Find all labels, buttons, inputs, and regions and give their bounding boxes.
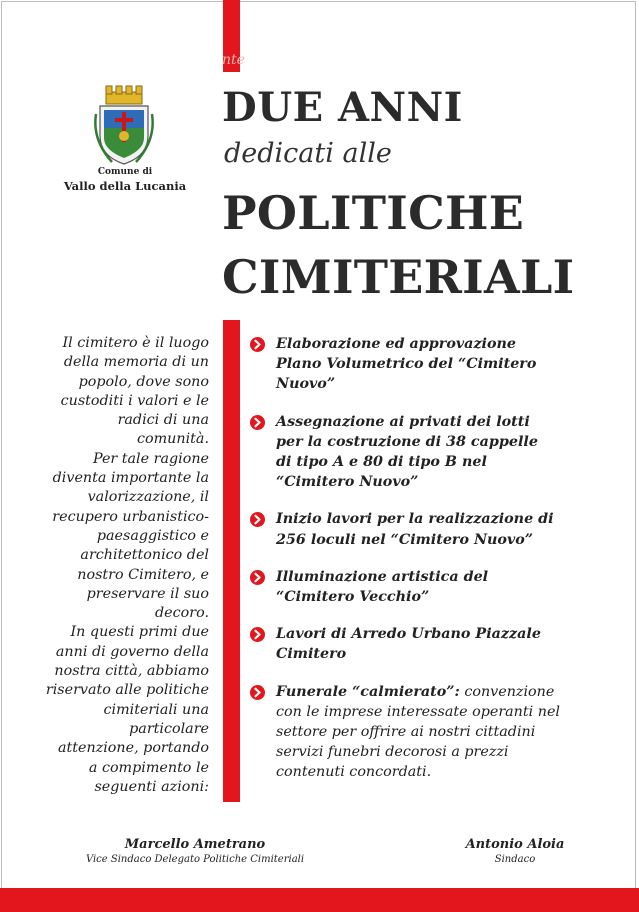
intro-line: seguenti azioni: bbox=[94, 778, 209, 795]
chevron-right-circle-icon bbox=[250, 337, 265, 352]
coat-of-arms-icon bbox=[92, 84, 156, 168]
intro-line: riservato alle politiche bbox=[45, 682, 209, 699]
action-line: Illuminazione artistica del bbox=[276, 568, 489, 585]
action-item bbox=[250, 682, 635, 783]
intro-line: diventa importante la bbox=[52, 470, 209, 487]
intro-paragraph bbox=[9, 334, 209, 797]
intro-line: Per tale ragione bbox=[92, 450, 209, 467]
action-bold-label: Funerale “calmierato”: bbox=[276, 683, 460, 700]
action-line: 256 loculi nel “Cimitero Nuovo” bbox=[276, 531, 534, 548]
action-line: “Cimitero Nuovo” bbox=[276, 474, 419, 491]
intro-line: della memoria di un bbox=[63, 354, 209, 371]
action-line: per la costruzione di 38 cappelle bbox=[276, 433, 538, 450]
red-bar-bottom bbox=[0, 888, 639, 912]
action-line: Assegnazione ai privati dei lotti bbox=[276, 413, 530, 430]
action-line: settore per offrire ai nostri cittadini bbox=[276, 724, 536, 741]
intro-line: anni di governo della bbox=[55, 643, 209, 660]
intro-line: custoditi i valori e le bbox=[60, 392, 209, 409]
action-line bbox=[276, 682, 635, 702]
city-name: Vallo della Lucania bbox=[63, 179, 187, 193]
action-item bbox=[250, 412, 635, 493]
signature-vice-mayor bbox=[30, 836, 360, 867]
intro-line: particolare bbox=[129, 720, 209, 737]
action-line: servizi funebri decorosi a prezzi bbox=[276, 744, 509, 761]
chevron-right-circle-icon bbox=[250, 415, 265, 430]
signature-role: Sindaco bbox=[494, 854, 536, 865]
action-line: Inizio lavori per la realizzazione di bbox=[276, 511, 554, 528]
intro-line: nostro Cimitero, e bbox=[77, 566, 209, 583]
intro-line: cimiteriali una bbox=[103, 701, 209, 718]
intro-line: recupero urbanistico- bbox=[52, 508, 209, 525]
action-line: Elaborazione ed approvazione bbox=[276, 336, 517, 352]
action-item bbox=[250, 624, 635, 664]
intro-line: architettonico del bbox=[80, 547, 209, 564]
actions-list bbox=[250, 334, 635, 800]
action-line: Nuovo” bbox=[276, 376, 336, 393]
action-item bbox=[250, 334, 635, 395]
title-line-4: CIMITERIALI bbox=[222, 250, 575, 304]
signature-role: Vice Sindaco Delegato Politiche Cimiteriali bbox=[85, 854, 305, 865]
ghost-text: nte bbox=[222, 52, 245, 68]
action-line: di tipo A e 80 di tipo B nel bbox=[276, 454, 487, 471]
chevron-right-circle-icon bbox=[250, 627, 265, 642]
intro-line: a compimento le bbox=[88, 759, 209, 776]
intro-line: decoro. bbox=[155, 605, 209, 622]
chevron-right-circle-icon bbox=[250, 685, 265, 700]
action-line: Plano Volumetrico del “Cimitero bbox=[276, 356, 537, 373]
title-line-1: DUE ANNI bbox=[222, 84, 463, 131]
comune-label: Comune di bbox=[97, 167, 153, 177]
action-line: Cimitero bbox=[276, 646, 347, 663]
intro-line: popolo, dove sono bbox=[78, 373, 209, 390]
action-item bbox=[250, 567, 635, 607]
intro-line: comunità. bbox=[137, 431, 209, 448]
action-line: Lavori di Arredo Urbano Piazzale bbox=[276, 626, 541, 643]
chevron-right-circle-icon bbox=[250, 570, 265, 585]
title-line-2: dedicati alle bbox=[224, 138, 392, 169]
signature-mayor bbox=[440, 836, 590, 867]
action-line: contenuti concordati. bbox=[276, 764, 432, 781]
signature-name: Antonio Aloia bbox=[465, 837, 565, 852]
action-item bbox=[250, 509, 635, 549]
intro-line: attenzione, portando bbox=[58, 740, 209, 757]
title-line-3: POLITICHE bbox=[222, 186, 525, 240]
intro-line: valorizzazione, il bbox=[87, 489, 209, 506]
intro-line: paesaggistico e bbox=[96, 527, 209, 544]
intro-line: preservare il suo bbox=[86, 585, 209, 602]
intro-line: Il cimitero è il luogo bbox=[62, 335, 209, 351]
action-line: con le imprese interessate operanti nel bbox=[276, 703, 560, 720]
signature-name: Marcello Ametrano bbox=[124, 837, 266, 852]
intro-line: radici di una bbox=[117, 412, 209, 429]
intro-line: In questi primi due bbox=[70, 624, 209, 641]
action-line: “Cimitero Vecchio” bbox=[276, 589, 430, 606]
action-text: convenzione bbox=[459, 683, 555, 700]
chevron-right-circle-icon bbox=[250, 512, 265, 527]
intro-line: nostra città, abbiamo bbox=[54, 663, 209, 680]
red-divider bbox=[223, 320, 240, 802]
